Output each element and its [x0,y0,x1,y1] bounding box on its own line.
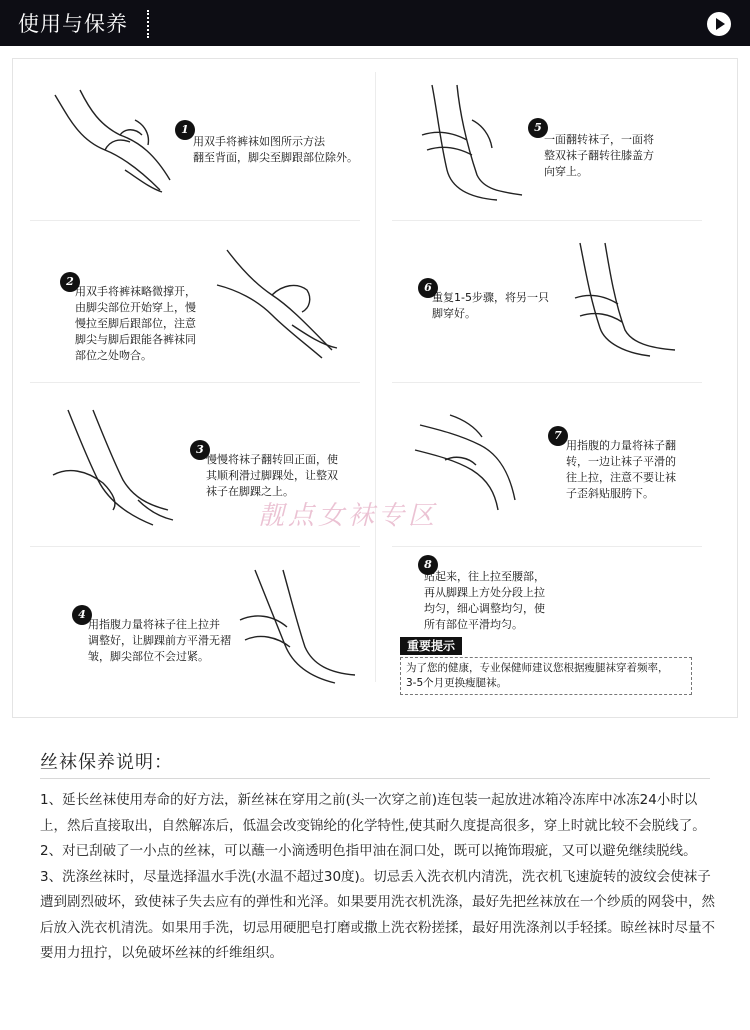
step-instruction: 用指腹力量将袜子往上拉并 调整好，让脚踝前方平滑无褶 皱，脚尖部位不会过紧。 [88,618,231,663]
care-item: 2、对已刮破了一小点的丝袜，可以蘸一小滴透明色指甲油在洞口处，既可以掩饰瑕疵，又可以避免继续脱线。 [40,843,697,859]
header-bar [0,0,750,46]
watermark: 靓点女袜专区 [258,501,439,531]
care-item: 1、延长丝袜使用寿命的好方法，新丝袜在穿用之前(头一次穿之前)连包装一起放进冰箱冷冻库中冰冻24小时以上，然后直接取出，自然解冻后，低温会改变锦纶的化学特性,使其耐久度提高很多，穿上时就比较不会脱线了。 [40,792,706,834]
step-number-badge: 6 [418,278,438,298]
notice-text: 为了您的健康，专业保健师建议您根据瘦腿袜穿着频率， 3-5个月更换瘦腿袜。 [400,657,692,695]
play-circle-icon[interactable] [707,12,731,36]
notice-title: 重要提示 [400,637,462,655]
step-number-badge: 4 [72,605,92,625]
step-instruction: 用指腹的力量将袜子翻 转，一边让袜子平滑的 往上拉，注意不要让袜 子歪斜贴服胯下。 [566,439,676,500]
row-divider [30,382,360,383]
row-divider [392,220,702,221]
step5-illustration [412,80,532,205]
row-divider [30,546,360,547]
row-divider [392,382,702,383]
step-number-badge: 3 [190,440,210,460]
row-divider [392,546,702,547]
care-section-divider [40,778,710,779]
step3-illustration [48,405,178,535]
step6-illustration [570,238,685,363]
step-instruction: 慢慢将袜子翻转回正面，使 其顺利滑过脚踝处，让整双 袜子在脚踝之上。 [206,453,338,498]
row-divider [30,220,360,221]
step2-illustration [212,240,347,365]
step4-illustration [235,565,360,690]
step-number-badge: 8 [418,555,438,575]
care-list [40,788,715,967]
step-number-badge: 1 [175,120,195,140]
care-section-title: 丝袜保养说明： [40,752,173,773]
care-item: 3、洗涤丝袜时，尽量选择温水手洗(水温不超过30度)。切忌丢入洗衣机内清洗，洗衣机飞速旋转的波纹会使袜子遭到剧烈破坏，致使袜子失去应有的弹性和光泽。如果要用洗衣机洗涤，最好先把丝袜放在一个纱质的网袋中，然后放入洗衣机清洗。如果用手洗，切忌用硬肥皂打磨或撒上洗衣粉搓揉，最好用洗涤剂以手轻揉。晾丝袜时尽量不要用力扭拧，以免破坏丝袜的纤维组织。 [40,868,715,961]
step-number-badge: 2 [60,272,80,292]
step-instruction: 一面翻转袜子，一面将 整双袜子翻转往膝盖方 向穿上。 [544,133,654,178]
step1-illustration [50,80,180,200]
step-number-badge: 5 [528,118,548,138]
step-instruction: 站起来，往上拉至腰部， 再从脚踝上方处分段上拉 均匀，细心调整均匀，使 所有部位平滑均匀。 [424,570,545,631]
header-divider [147,10,149,38]
step-instruction: 用双手将裤袜略微撑开， 由脚尖部位开始穿上，慢 慢拉至脚后跟部位，注意 脚尖与脚后跟能各裤袜同 部位之处吻合。 [75,285,196,362]
step-instruction: 用双手将裤袜如图所示方法 翻至背面，脚尖至脚跟部位除外。 [193,135,358,164]
step-instruction: 重复1-5步骤，将另一只 脚穿好。 [432,291,549,320]
page-title: 使用与保养 [18,12,128,36]
step-number-badge: 7 [548,426,568,446]
